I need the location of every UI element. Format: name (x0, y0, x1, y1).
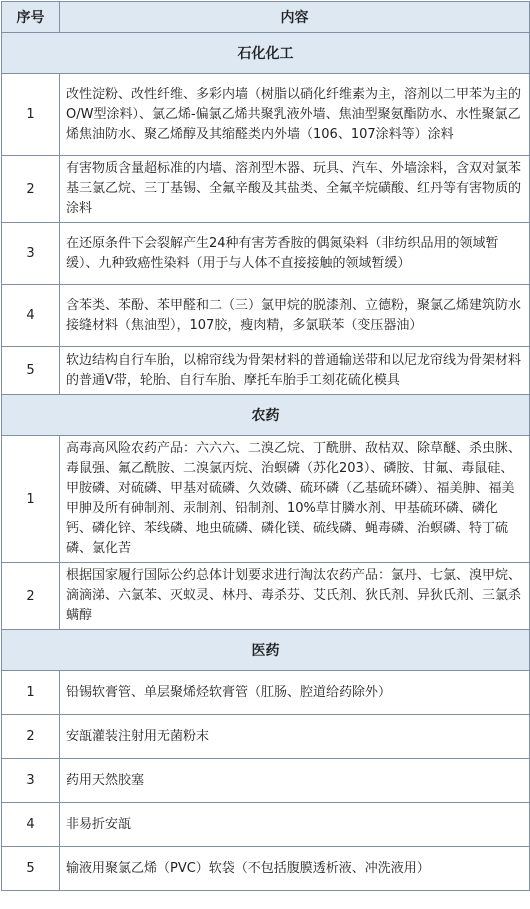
table-row (2, 223, 530, 285)
row-content: 非易折安瓿 (60, 803, 530, 847)
table-row (2, 285, 530, 347)
table-row (2, 347, 530, 395)
row-content: 改性淀粉、改性纤维、多彩内墙（树脂以硝化纤维素为主，溶剂以二甲苯为主的O/W型涂料）、氯乙烯-偏氯乙烯共聚乳液外墙、焦油型聚氨酯防水、水性聚氯乙烯焦油防水、聚乙烯醇及其缩醛类内外墙（106、107涂料等）涂料 (60, 74, 530, 156)
table-row (2, 74, 530, 156)
column-header-content: 内容 (60, 2, 530, 33)
row-number: 4 (2, 285, 60, 347)
row-content: 根据国家履行国际公约总体计划要求进行淘汰农药产品：氯丹、七氯、溴甲烷、滴滴涕、六氯苯、灭蚁灵、林丹、毒杀芬、艾氏剂、狄氏剂、异狄氏剂、三氯杀螨醇 (60, 563, 530, 630)
row-content: 高毒高风险农药产品：六六六、二溴乙烷、丁酰肼、敌枯双、除草醚、杀虫脒、毒鼠强、氟乙酰胺、二溴氯丙烷、治螟磷（苏化203）、磷胺、甘氟、毒鼠硅、甲胺磷、对硫磷、甲基对硫磷、久效磷、硫环磷（乙基硫环磷）、福美胂、福美甲胂及所有砷制剂、汞制剂、铅制剂、10%草甘膦水剂、甲基硫环磷、磷化钙、磷化锌、苯线磷、地虫硫磷、磷化镁、硫线磷、蝇毒磷、治螟磷、特丁硫磷、氯化苦 (60, 436, 530, 563)
table-row (2, 847, 530, 891)
section-row (2, 33, 530, 74)
row-number: 3 (2, 223, 60, 285)
table-row (2, 436, 530, 563)
row-number: 5 (2, 347, 60, 395)
section-row (2, 395, 530, 436)
table-header-row (2, 2, 530, 33)
row-number: 2 (2, 156, 60, 223)
eliminated-products-table (1, 1, 530, 891)
row-number: 2 (2, 715, 60, 759)
section-title: 石化化工 (2, 33, 530, 74)
row-number: 1 (2, 74, 60, 156)
table-row (2, 156, 530, 223)
row-content: 软边结构自行车胎，以棉帘线为骨架材料的普通输送带和以尼龙帘线为骨架材料的普通V带，轮胎、自行车胎、摩托车胎手工刻花硫化模具 (60, 347, 530, 395)
section-row (2, 630, 530, 671)
table-row (2, 759, 530, 803)
table-row (2, 803, 530, 847)
row-number: 1 (2, 436, 60, 563)
row-content: 铅锡软膏管、单层聚烯烃软膏管（肛肠、腔道给药除外） (60, 671, 530, 715)
table-row (2, 671, 530, 715)
row-number: 5 (2, 847, 60, 891)
row-content: 安瓿灌装注射用无菌粉末 (60, 715, 530, 759)
row-content: 有害物质含量超标准的内墙、溶剂型木器、玩具、汽车、外墙涂料，含双对氯苯基三氯乙烷、三丁基锡、全氟辛酸及其盐类、全氟辛烷磺酸、红丹等有害物质的涂料 (60, 156, 530, 223)
row-number: 2 (2, 563, 60, 630)
row-number: 4 (2, 803, 60, 847)
row-content: 输液用聚氯乙烯（PVC）软袋（不包括腹膜透析液、冲洗液用） (60, 847, 530, 891)
row-number: 1 (2, 671, 60, 715)
section-title: 农药 (2, 395, 530, 436)
row-content: 含苯类、苯酚、苯甲醛和二（三）氯甲烷的脱漆剂、立德粉，聚氯乙烯建筑防水接缝材料（焦油型），107胶，瘦肉精，多氯联苯（变压器油） (60, 285, 530, 347)
table-row (2, 563, 530, 630)
row-content: 在还原条件下会裂解产生24种有害芳香胺的偶氮染料（非纺织品用的领域暂缓）、九种致癌性染料（用于与人体不直接接触的领域暂缓） (60, 223, 530, 285)
row-content: 药用天然胶塞 (60, 759, 530, 803)
column-header-no: 序号 (2, 2, 60, 33)
section-title: 医药 (2, 630, 530, 671)
row-number: 3 (2, 759, 60, 803)
table-row (2, 715, 530, 759)
